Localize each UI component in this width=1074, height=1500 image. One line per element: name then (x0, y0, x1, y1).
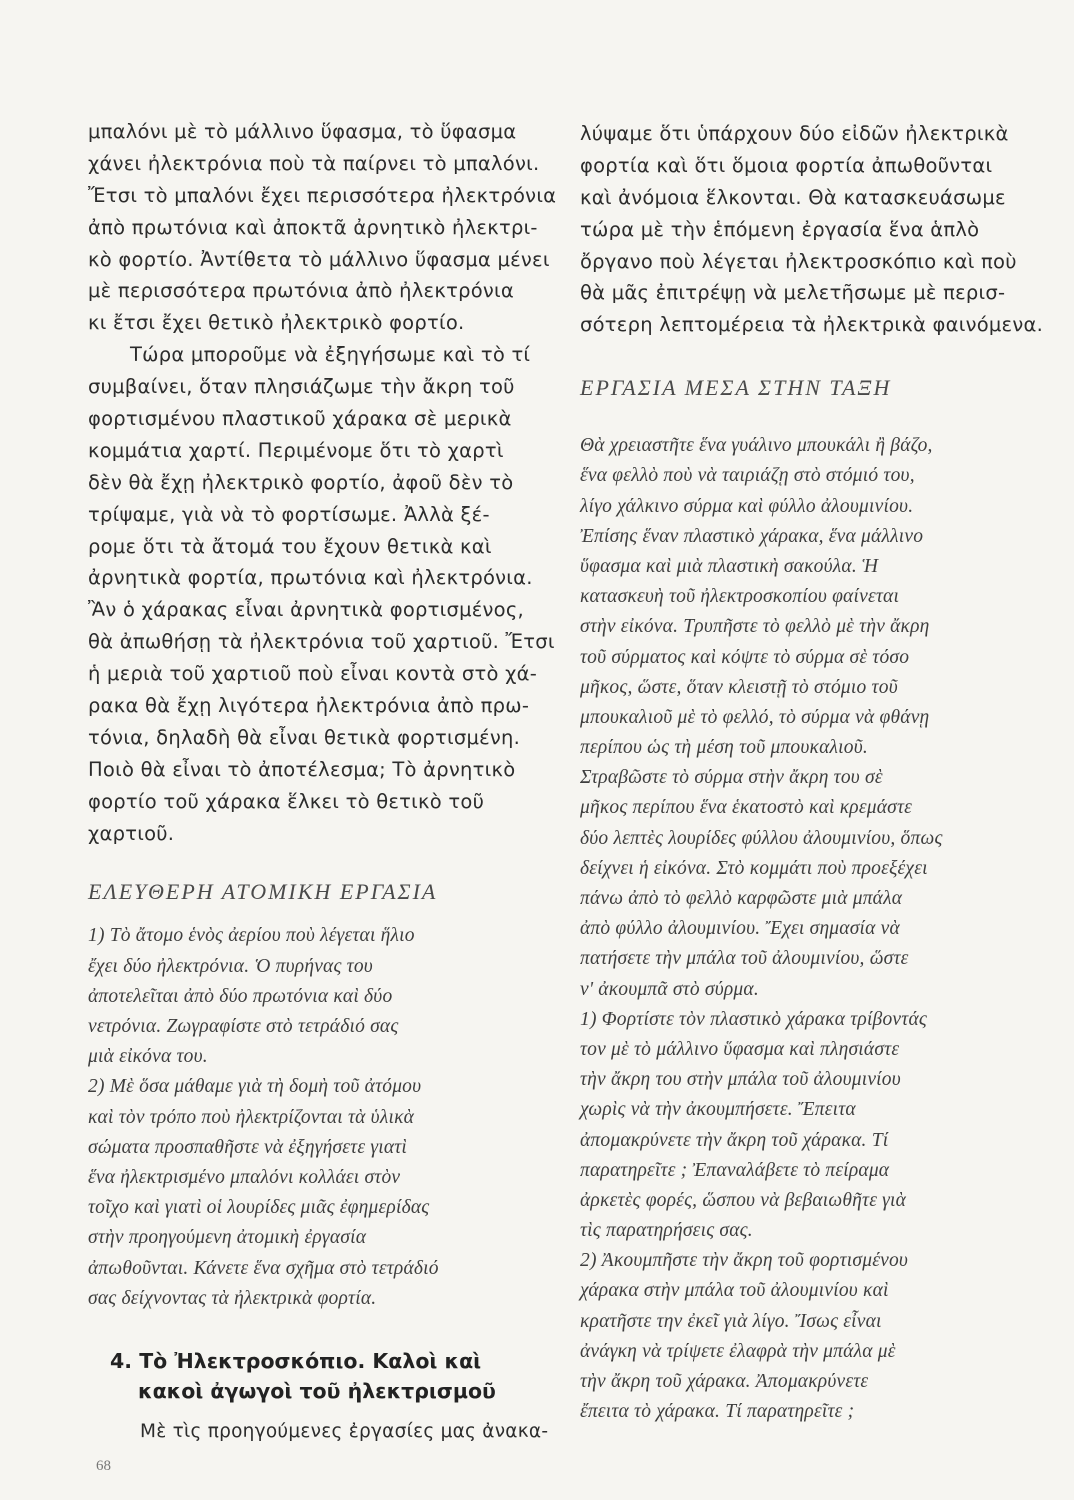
text-line: μὲ περισσότερα πρωτόνια ἀπὸ ἠλεκτρόνια (88, 279, 514, 303)
text-line: χωρὶς νὰ τὴν ἀκουμπήσετε. Ἔπειτα (580, 1099, 856, 1121)
chapter-heading (110, 1346, 558, 1406)
left-column (88, 116, 558, 1448)
text-line: κρατῆστε την ἐκεῖ γιὰ λίγο. Ἴσως εἶναι (580, 1310, 882, 1332)
text-line: ἀρκετὲς φορές, ὥσπου νὰ βεβαιωθῆτε γιὰ (580, 1189, 907, 1211)
text-line: ἔχει δύο ἠλεκτρόνια. Ὁ πυρήνας του (88, 955, 373, 977)
text-line: πάνω ἀπὸ τὸ φελλὸ καρφῶστε μιὰ μπάλα (580, 888, 903, 910)
text-line: ἀπὸ πρωτόνια καὶ ἀποκτᾶ ἀρνητικὸ ἠλεκτρι- (88, 215, 538, 239)
instructions (580, 431, 1050, 1005)
text-line: μῆκος περίπου ἕνα ἑκατοστὸ καὶ κρεμάστε (580, 797, 913, 819)
page-number: 68 (96, 1458, 111, 1474)
text-line: ἀρνητικὰ φορτία, πρωτόνια καὶ ἠλεκτρόνια. (88, 566, 533, 590)
text-line: δὲν θὰ ἔχῃ ἠλεκτρικὸ φορτίο, ἀφοῦ δὲν τὸ (88, 470, 514, 494)
text-line: τὴν ἄκρη του στὴν μπάλα τοῦ ἀλουμινίου (580, 1069, 901, 1091)
text-line: τοῦ σύρματος καὶ κόψτε τὸ σύρμα σὲ τόσο (580, 646, 910, 668)
text-line: φορτία καὶ ὅτι ὅμοια φορτία ἀπωθοῦνται (580, 153, 993, 177)
text-line: χάρακα στὴν μπάλα τοῦ ἀλουμινίου καὶ (580, 1280, 889, 1302)
text-line: ἀπωθοῦνται. Κάνετε ἕνα σχῆμα στὸ τετράδιό (88, 1257, 439, 1279)
left-paragraph-1 (88, 116, 558, 339)
step-1 (580, 1005, 1050, 1247)
text-line: ἡ μεριὰ τοῦ χαρτιοῦ ποὺ εἶναι κοντὰ στὸ χά- (88, 662, 538, 686)
class-work-heading: ΕΡΓΑΣΙΑ ΜΕΣΑ ΣΤΗΝ ΤΑΞΗ (580, 375, 892, 401)
text-line: Στραβῶστε τὸ σύρμα στὴν ἄκρη του σὲ (580, 767, 883, 789)
text-line: μπαλόνι μὲ τὸ μάλλινο ὕφασμα, τὸ ὕφασμα (88, 120, 517, 143)
text-line: Ἂν ὁ χάρακας εἶναι ἀρνητικὰ φορτισμένος, (88, 598, 525, 622)
exercise-1 (88, 921, 558, 1072)
text-line: ἀπὸ φύλλο ἀλουμινίου. Ἔχει σημασία νὰ (580, 918, 900, 940)
text-line: ἕνα ἠλεκτρισμένο μπαλόνι κολλάει στὸν (88, 1166, 401, 1188)
text-line: ν' ἀκουμπᾶ στὸ σύρμα. (580, 978, 759, 1000)
text-line: στὴν προηγούμενη ἀτομικὴ ἐργασία (88, 1227, 367, 1249)
text-line: ρομε ὅτι τὰ ἄτομά του ἔχουν θετικὰ καὶ (88, 534, 492, 558)
text-line: Ποιὸ θὰ εἶναι τὸ ἀποτέλεσμα; Τὸ ἀρνητικὸ (88, 757, 516, 781)
text-line: τόνια, δηλαδὴ θὰ εἶναι θετικὰ φορτισμένη. (88, 725, 521, 749)
text-line: Θὰ χρειαστῆτε ἕνα γυάλινο μπουκάλι ἢ βάζο, (580, 435, 933, 457)
text-line: φορτίο τοῦ χάρακα ἕλκει τὸ θετικὸ τοῦ (88, 789, 485, 813)
left-paragraph-2 (88, 339, 558, 849)
text-line: ἀποτελεῖται ἀπὸ δύο πρωτόνια καὶ δύο (88, 985, 393, 1007)
text-line: Ἔτσι τὸ μπαλόνι ἔχει περισσότερα ἠλεκτρόνια (88, 183, 557, 207)
text-line: κομμάτια χαρτί. Περιμένομε ὅτι τὸ χαρτὶ (88, 438, 504, 462)
text-line: χάνει ἠλεκτρόνια ποὺ τὰ παίρνει τὸ μπαλόνι. (88, 151, 540, 175)
text-line: Ἐπίσης ἕναν πλαστικὸ χάρακα, ἕνα μάλλινο (580, 525, 924, 547)
text-line: 2) Ἀκουμπῆστε τὴν ἄκρη τοῦ φορτισμένου (580, 1250, 909, 1272)
text-line: φορτισμένου πλαστικοῦ χάρακα σὲ μερικὰ (88, 407, 512, 431)
exercise-2 (88, 1072, 558, 1314)
text-line: μῆκος, ὥστε, ὅταν κλειστῇ τὸ στόμιο τοῦ (580, 676, 898, 698)
text-line: χαρτιοῦ. (88, 821, 175, 845)
text-line: κατασκευὴ τοῦ ἠλεκτροσκοπίου φαίνεται (580, 586, 900, 608)
text-line: τοῖχο καὶ γιατὶ οἱ λουρίδες μιᾶς ἐφημερίδας (88, 1197, 430, 1219)
text-line: ἕνα φελλὸ ποὺ νὰ ταιριάζῃ στὸ στόμιό του, (580, 465, 915, 487)
text-line: ἀνάγκη νὰ τρίψετε ἐλαφρὰ τὴν μπάλα μὲ (580, 1340, 896, 1362)
text-line: σας δείχνοντας τὰ ἠλεκτρικὰ φορτία. (88, 1287, 377, 1309)
text-line: συμβαίνει, ὅταν πλησιάζωμε τὴν ἄκρη τοῦ (88, 375, 515, 399)
text-line: δείχνει ἡ εἰκόνα. Στὸ κομμάτι ποὺ προεξέχει (580, 857, 928, 879)
text-line: σότερη λεπτομέρεια τὰ ἠλεκτρικὰ φαινόμενα. (580, 313, 1044, 337)
text-line: κι ἔτσι ἔχει θετικὸ ἠλεκτρικὸ φορτίο. (88, 311, 465, 335)
text-line: 1) Τὸ ἄτομο ἑνὸς ἀερίου ποὺ λέγεται ἥλιο (88, 925, 415, 947)
text-line: τὶς παρατηρήσεις σας. (580, 1220, 753, 1242)
right-column (580, 118, 1050, 1427)
text-line: μπουκαλιοῦ μὲ τὸ φελλό, τὸ σύρμα νὰ φθάνῃ (580, 706, 930, 728)
text-line: θὰ μᾶς ἐπιτρέψῃ νὰ μελετῆσωμε μὲ περισ- (580, 281, 1006, 305)
step-2 (580, 1246, 1050, 1427)
text-line: περίπου ὡς τὴ μέση τοῦ μπουκαλιοῦ. (580, 737, 868, 759)
text-line: νετρόνια. Ζωγραφίστε στὸ τετράδιό σας (88, 1016, 399, 1038)
text-line: ἀπομακρύνετε τὴν ἄκρη τοῦ χάρακα. Τί (580, 1129, 889, 1151)
text-line: τώρα μὲ τὴν ἑπόμενη ἐργασία ἕνα ἁπλὸ (580, 217, 980, 241)
text-line: Τώρα μποροῦμε νὰ ἐξηγήσωμε καὶ τὸ τί (130, 343, 531, 367)
text-line: λίγο χάλκινο σύρμα καὶ φύλλο ἀλουμινίου. (580, 495, 914, 517)
text-line: καὶ τὸν τρόπο ποὺ ἠλεκτρίζονται τὰ ὑλικὰ (88, 1106, 415, 1128)
text-line: ρακα θὰ ἔχῃ λιγότερα ἠλεκτρόνια ἀπὸ πρω- (88, 694, 530, 718)
text-line: ὄργανο ποὺ λέγεται ἠλεκτροσκόπιο καὶ ποὺ (580, 249, 1017, 273)
text-line: δύο λεπτὲς λουρίδες φύλλου ἀλουμινίου, ὅπως (580, 827, 943, 849)
chapter-heading-line: κακοὶ ἀγωγοὶ τοῦ ἠλεκτρισμοῦ (138, 1378, 496, 1403)
text-line: στὴν εἰκόνα. Τρυπῆστε τὸ φελλὸ μὲ τὴν ἄκρη (580, 616, 930, 638)
text-line: τὴν ἄκρη τοῦ χάρακα. Ἀπομακρύνετε (580, 1371, 869, 1393)
text-line: τρίψαμε, γιὰ νὰ τὸ φορτίσωμε. Ἀλλὰ ξέ- (88, 502, 490, 526)
text-line: 1) Φορτίστε τὸν πλαστικὸ χάρακα τρίβοντάς (580, 1008, 928, 1030)
text-line: τον μὲ τὸ μάλλινο ὕφασμα καὶ πλησιάστε (580, 1038, 900, 1060)
text-line: σώματα προσπαθῆστε νὰ ἐξηγήσετε γιατὶ (88, 1136, 408, 1158)
chapter-heading-line: 4. Τὸ Ἠλεκτροσκόπιο. Καλοὶ καὶ (110, 1348, 482, 1373)
text-line: καὶ ἀνόμοια ἕλκονται. Θὰ κατασκευάσωμε (580, 185, 1006, 209)
text-line: 2) Μὲ ὅσα μάθαμε γιὰ τὴ δομὴ τοῦ ἀτόμου (88, 1076, 422, 1098)
text-line: λύψαμε ὅτι ὑπάρχουν δύο εἰδῶν ἠλεκτρικὰ (580, 122, 1009, 145)
text-line: θὰ ἀπωθήσῃ τὰ ἠλεκτρόνια τοῦ χαρτιοῦ. Ἔτσι (88, 630, 555, 654)
free-work-heading: ΕΛΕΥΘΕΡΗ ΑΤΟΜΙΚΗ ΕΡΓΑΣΙΑ (88, 879, 438, 905)
text-line: ἔπειτα τὸ χάρακα. Τί παρατηρεῖτε ; (580, 1401, 855, 1423)
text-line: πατήσετε τὴν μπάλα τοῦ ἀλουμινίου, ὥστε (580, 948, 909, 970)
text-line: παρατηρεῖτε ; Ἐπαναλάβετε τὸ πείραμα (580, 1159, 890, 1181)
chapter-intro-line: Μὲ τὶς προηγούμενες ἐργασίες μας ἀνακα- (140, 1420, 549, 1442)
text-line: κὸ φορτίο. Ἀντίθετα τὸ μάλλινο ὕφασμα μένει (88, 247, 550, 271)
text-line: μιὰ εἰκόνα του. (88, 1046, 208, 1068)
right-paragraph-1 (580, 118, 1050, 341)
text-line: ὕφασμα καὶ μιὰ πλαστικὴ σακούλα. Ἡ (580, 555, 879, 577)
